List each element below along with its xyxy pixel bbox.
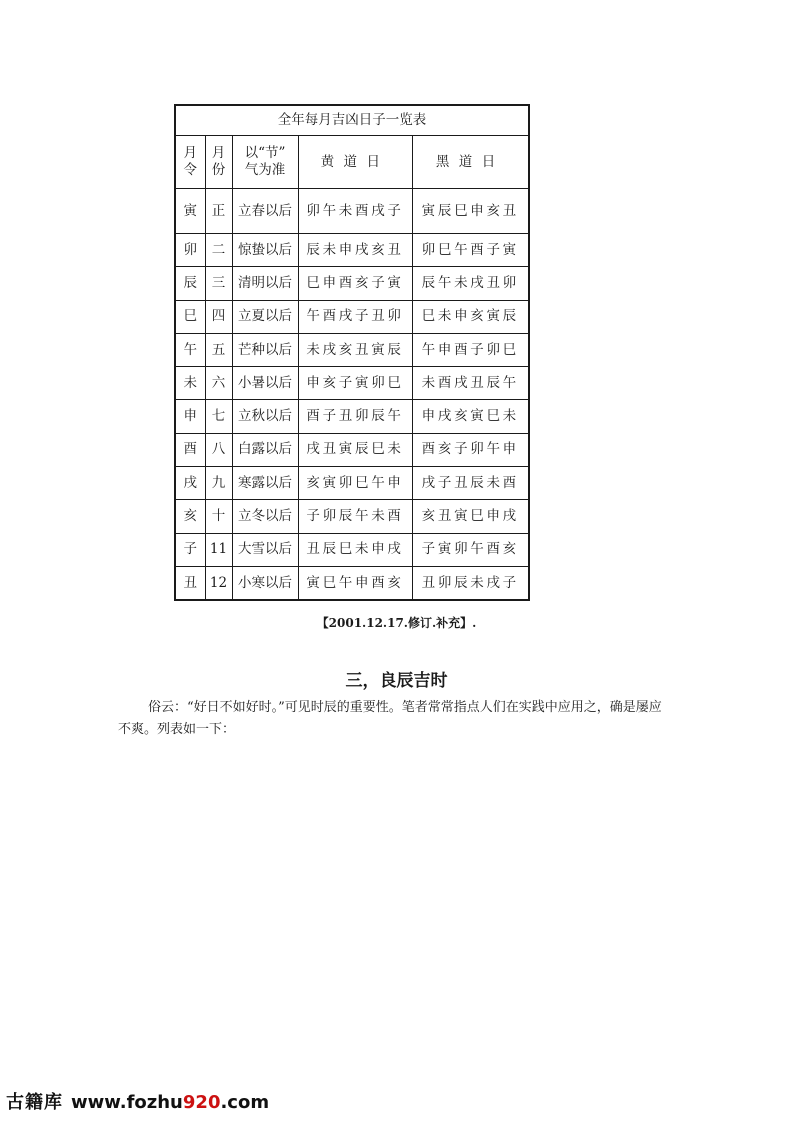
cell-yueling: 巳: [176, 300, 205, 333]
cell-huangdao: 卯午未酉戌子: [298, 189, 412, 234]
header-yueling-line2: 令: [183, 162, 197, 178]
cell-jieqi: 白露以后: [232, 433, 298, 466]
cell-heidao: 丑卯辰未戌子: [412, 566, 528, 599]
cell-jieqi: 立夏以后: [232, 300, 298, 333]
table-row: [176, 267, 528, 300]
table-row: [176, 400, 528, 433]
header-yuefen-line1: 月: [211, 145, 226, 162]
cell-jieqi: 小寒以后: [232, 566, 298, 599]
cell-heidao: 卯巳午酉子寅: [412, 234, 528, 267]
cell-jieqi: 小暑以后: [232, 367, 298, 400]
cell-huangdao: 午酉戌子丑卯: [298, 300, 412, 333]
cell-heidao: 未酉戌丑辰午: [412, 367, 528, 400]
cell-jieqi: 立冬以后: [232, 500, 298, 533]
table-header-row: [176, 136, 528, 189]
table-row: [176, 234, 528, 267]
calendar-table-frame: [174, 104, 530, 601]
cell-month: 五: [205, 333, 232, 366]
cell-huangdao: 申亥子寅卯巳: [298, 367, 412, 400]
cell-month: 十: [205, 500, 232, 533]
cell-huangdao: 寅巳午申酉亥: [298, 566, 412, 599]
cell-jieqi: 清明以后: [232, 267, 298, 300]
cell-jieqi: 芒种以后: [232, 333, 298, 366]
cell-yueling: 寅: [176, 189, 205, 234]
cell-month: 三: [205, 267, 232, 300]
cell-month: 正: [205, 189, 232, 234]
table-row: [176, 300, 528, 333]
body-paragraph: 俗云：“好日不如好时。”可见时辰的重要性。笔者常常指点人们在实践中应用之，确是屡应不爽。列表如一下：: [118, 700, 662, 737]
cell-yueling: 午: [176, 333, 205, 366]
cell-huangdao: 酉子丑卯辰午: [298, 400, 412, 433]
cell-yueling: 子: [176, 533, 205, 566]
cell-heidao: 午申酉子卯巳: [412, 333, 528, 366]
revision-note: 【2001.12.17.修订.补充】.: [316, 616, 477, 630]
cell-yueling: 亥: [176, 500, 205, 533]
header-yueling: [176, 136, 205, 189]
footer-url-suffix: .com: [220, 1092, 270, 1113]
header-jieqi: [232, 136, 298, 189]
cell-month: 八: [205, 433, 232, 466]
cell-jieqi: 立秋以后: [232, 400, 298, 433]
cell-heidao: 巳未申亥寅辰: [412, 300, 528, 333]
footer-watermark: [6, 1088, 269, 1114]
cell-huangdao: 亥寅卯巳午申: [298, 467, 412, 500]
footer-url-prefix: www.fozhu: [71, 1092, 183, 1113]
cell-yueling: 辰: [176, 267, 205, 300]
cell-huangdao: 子卯辰午未酉: [298, 500, 412, 533]
cell-heidao: 亥丑寅巳申戌: [412, 500, 528, 533]
cell-month: 11: [205, 533, 232, 566]
cell-yueling: 丑: [176, 566, 205, 599]
cell-month: 六: [205, 367, 232, 400]
header-yueling-line1: 月: [183, 145, 197, 162]
cell-heidao: 子寅卯午酉亥: [412, 533, 528, 566]
table-row: [176, 189, 528, 234]
cell-yueling: 未: [176, 367, 205, 400]
cell-jieqi: 立春以后: [232, 189, 298, 234]
cell-jieqi: 惊蛰以后: [232, 234, 298, 267]
footer-url-number: 920: [182, 1092, 221, 1113]
cell-month: 四: [205, 300, 232, 333]
calendar-table: [176, 106, 528, 599]
table-row: [176, 500, 528, 533]
footer-url[interactable]: [71, 1092, 269, 1113]
cell-huangdao: 丑辰巳未申戌: [298, 533, 412, 566]
cell-yueling: 戌: [176, 467, 205, 500]
header-yuefen: [205, 136, 232, 189]
table-row: [176, 333, 528, 366]
table-title: 全年每月吉凶日子一览表: [176, 106, 528, 136]
cell-jieqi: 寒露以后: [232, 467, 298, 500]
cell-yueling: 卯: [176, 234, 205, 267]
table-row: [176, 566, 528, 599]
cell-month: 九: [205, 467, 232, 500]
table-row: [176, 367, 528, 400]
table-row: [176, 467, 528, 500]
cell-month: 12: [205, 566, 232, 599]
cell-yueling: 酉: [176, 433, 205, 466]
cell-heidao: 辰午未戌丑卯: [412, 267, 528, 300]
cell-heidao: 申戌亥寅巳未: [412, 400, 528, 433]
header-jieqi-line2: 气为准: [244, 162, 286, 178]
cell-huangdao: 巳申酉亥子寅: [298, 267, 412, 300]
header-heidao: 黑道日: [412, 136, 528, 189]
cell-heidao: 戌子丑辰未酉: [412, 467, 528, 500]
cell-heidao: 酉亥子卯午申: [412, 433, 528, 466]
cell-month: 七: [205, 400, 232, 433]
section-heading: 三，良辰吉时: [345, 671, 448, 691]
table-row: [176, 433, 528, 466]
cell-month: 二: [205, 234, 232, 267]
cell-huangdao: 戌丑寅辰巳未: [298, 433, 412, 466]
header-huangdao: 黄道日: [298, 136, 412, 189]
cell-heidao: 寅辰巳申亥丑: [412, 189, 528, 234]
header-yuefen-line2: 份: [211, 162, 226, 178]
cell-jieqi: 大雪以后: [232, 533, 298, 566]
header-jieqi-line1: 以“节”: [244, 145, 286, 162]
cell-yueling: 申: [176, 400, 205, 433]
cell-huangdao: 辰未申戌亥丑: [298, 234, 412, 267]
table-row: [176, 533, 528, 566]
footer-brand: 古籍库: [6, 1092, 63, 1113]
cell-huangdao: 未戌亥丑寅辰: [298, 333, 412, 366]
